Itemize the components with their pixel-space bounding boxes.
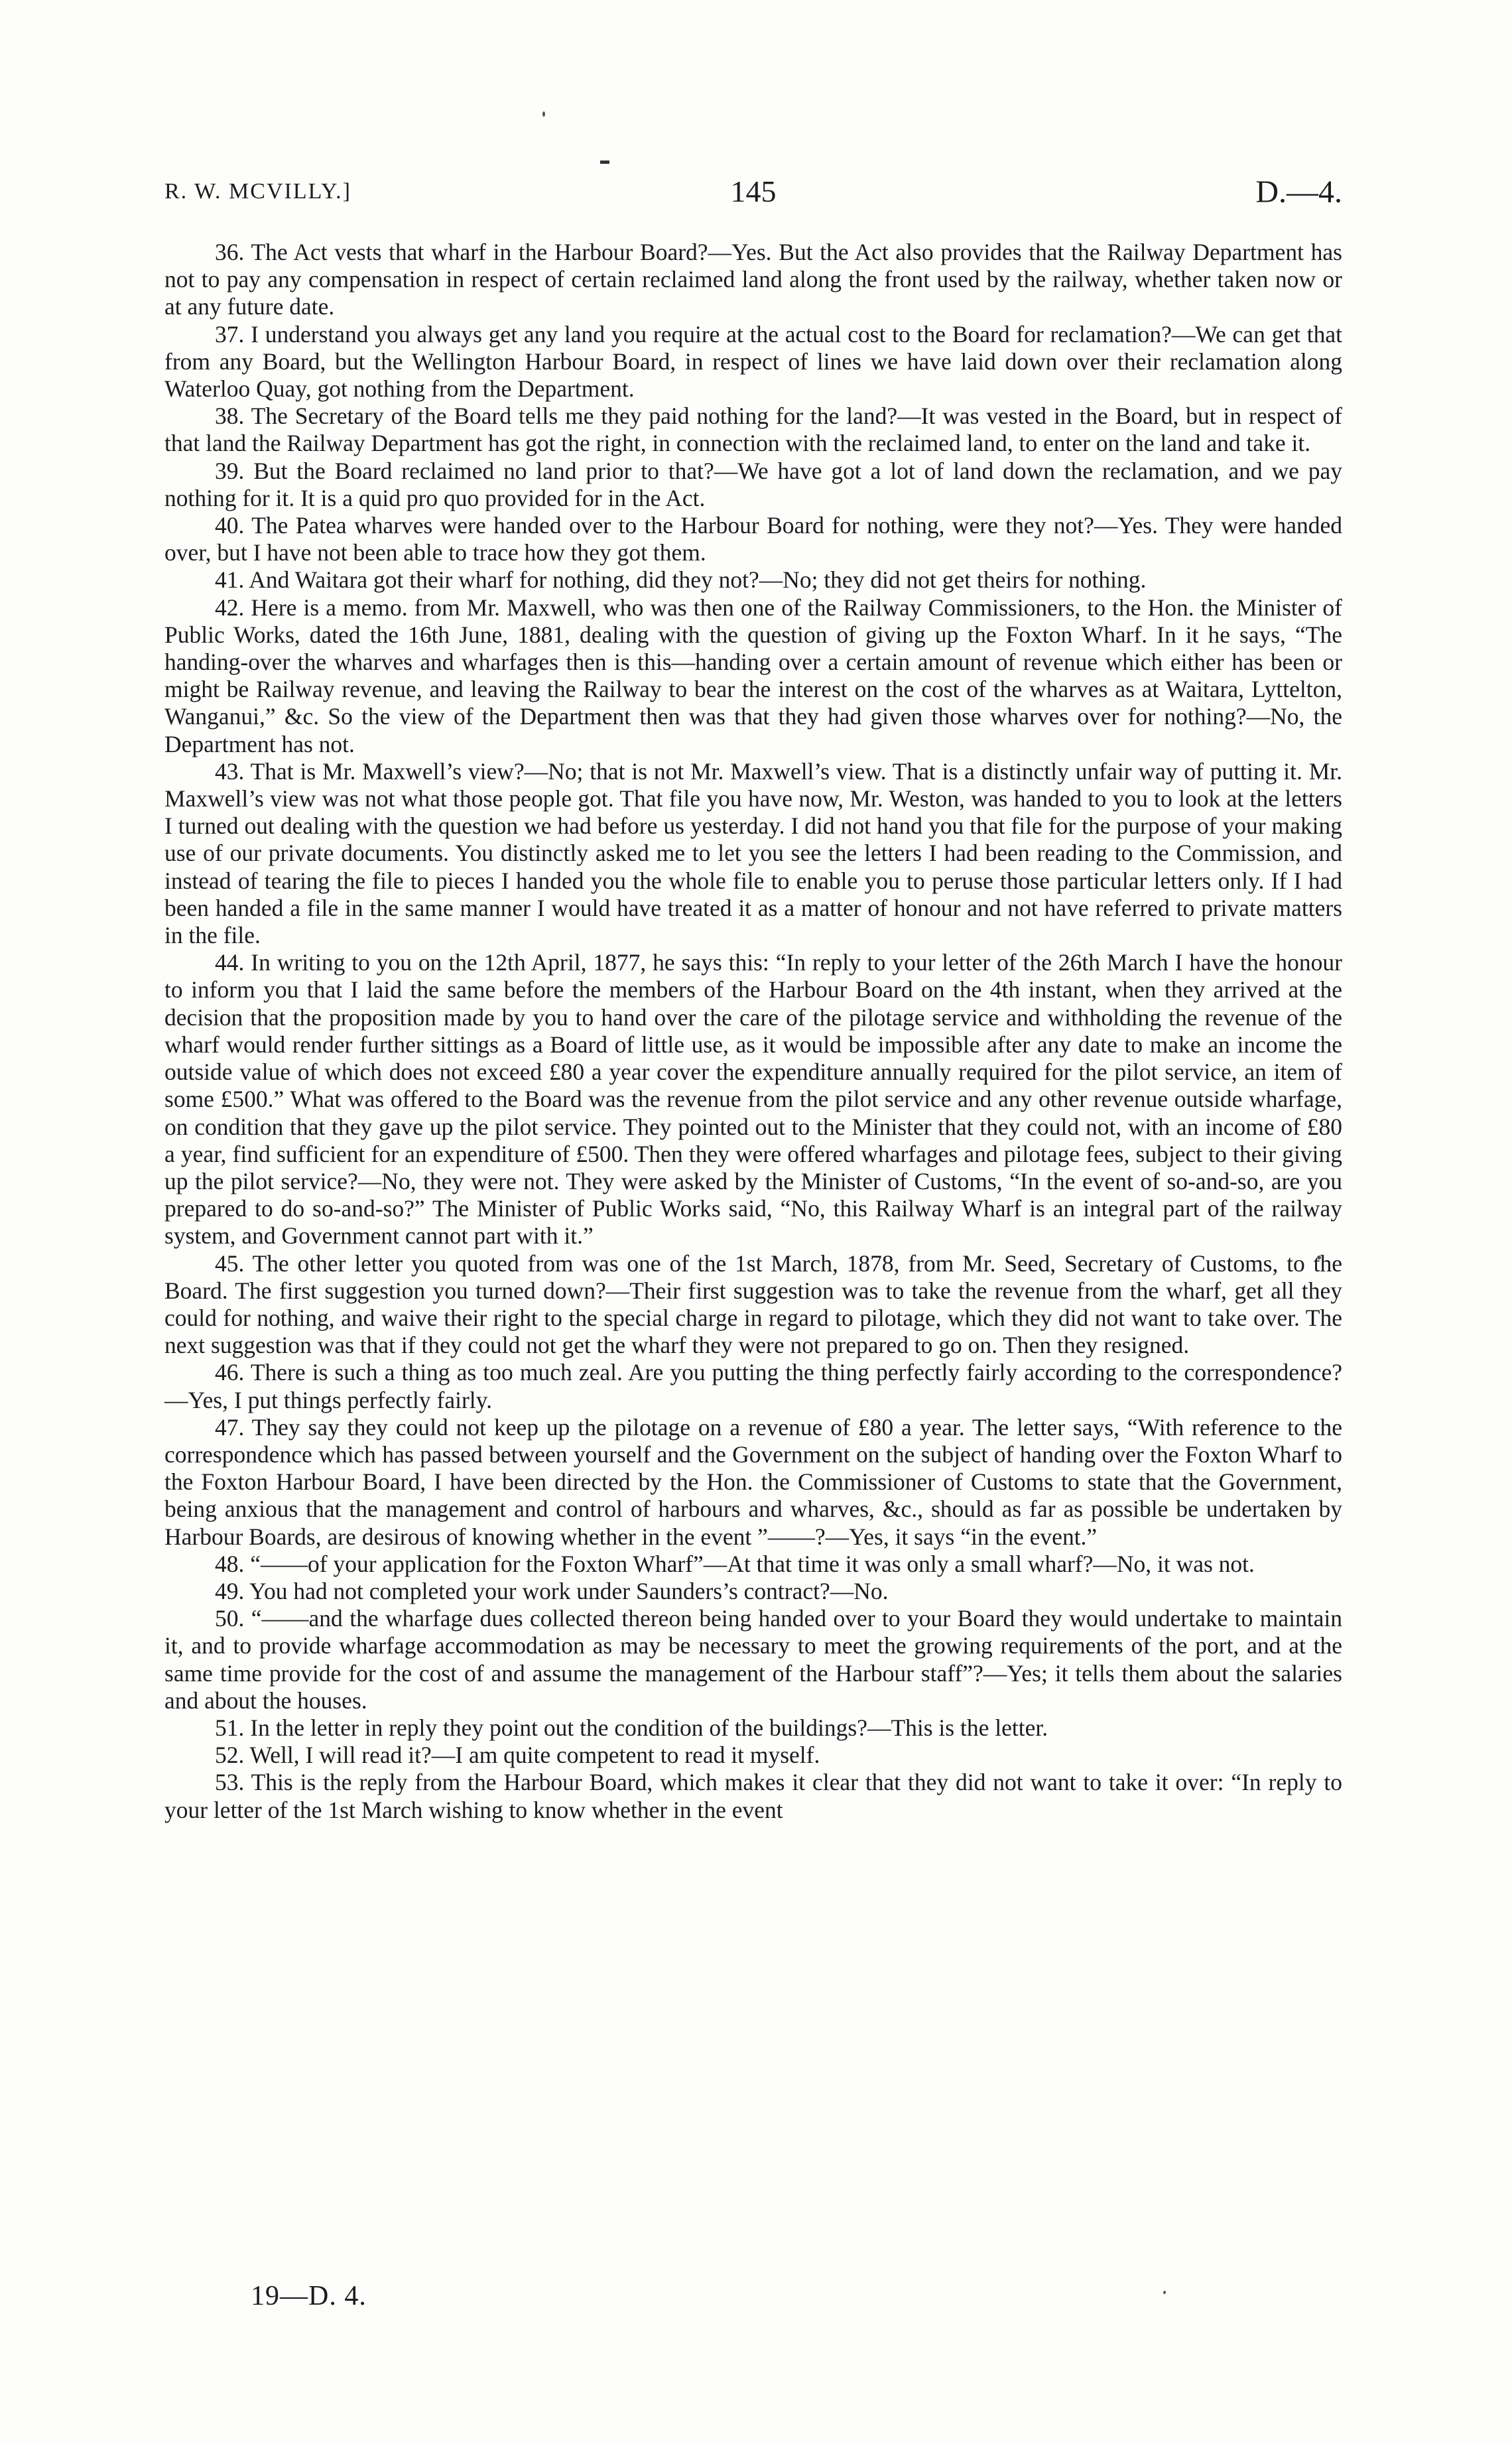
print-speck bbox=[542, 111, 545, 117]
question-39: 39. But the Board reclaimed no land prior to that?—We have got a lot of land down the reclamation, and we pay nothing for it. It is a quid pro quo provided for in the Act. bbox=[164, 457, 1342, 511]
question-49: 49. You had not completed your work under Saunders’s contract?—No. bbox=[215, 1577, 889, 1604]
question-52: 52. Well, I will read it?—I am quite competent to read it myself. bbox=[215, 1742, 820, 1769]
question-42: 42. Here is a memo. from Mr. Maxwell, who was then one of the Railway Commissioners, to the Hon. the Minister of Public Works, dated the 16th June, 1881, dealing with the question of giving up the Foxton Wharf. In it he says, “The handing-over the wharves and wharfages then is this—handing over a certain amount of revenue which either has been or might be Railway revenue, and leaving the Railway to bear the interest on the cost of the wharves as at Waitara, Lyttelton, Wanganui,” &c. So the view of the Department then was that they had given those wharves over for nothing?—No, the Department has not. bbox=[164, 594, 1342, 757]
question-51: 51. In the letter in reply they point out the condition of the buildings?—This is the letter. bbox=[215, 1714, 1048, 1741]
printer-signature: 19—D. 4. bbox=[251, 2281, 367, 2311]
print-mark bbox=[600, 161, 609, 164]
question-46: 46. There is such a thing as too much zeal. Are you putting the thing perfectly fairly according to the correspondence?—Yes, I put things perfectly fairly. bbox=[164, 1359, 1342, 1413]
question-48: 48. “——of your application for the Foxton Wharf”—At that time it was only a small wharf?—No, it was not. bbox=[215, 1550, 1255, 1577]
question-44: 44. In writing to you on the 12th April, 1877, he says this: “In reply to your letter of the 26th March I have the honour to inform you that I laid the same before the members of the Harbour Board on the 4th instant, when they arrived at the decision that the proposition made by you to hand over the care of the pilotage service and withholding the revenue of the wharf would render further sittings as a Board of little use, as it would be impossible after any date to make an income the outside value of which does not exceed £80 a year cover the expenditure annually required for the pilot service, an item of some £500.” What was offered to the Board was the revenue from the pilot service and any other revenue outside wharfage, on condition that they gave up the pilot service. They pointed out to the Minister that they could not, with an income of £80 a year, find sufficient for an expenditure of £500. Then they were offered wharfages and pilotage fees, subject to their giving up the pilot service?—No, they were not. They were asked by the Minister of Customs, “In the event of so-and-so, are you prepared to do so-and-so?” The Minister of Public Works said, “No, this Railway Wharf is an integral part of the railway system, and Government cannot part with it.” bbox=[164, 949, 1342, 1250]
document-reference: D.—4. bbox=[1255, 174, 1342, 210]
question-47: 47. They say they could not keep up the pilotage on a revenue of £80 a year. The letter says, “With reference to the correspondence which has passed between yourself and the Government on the subject of handing over the Foxton Wharf to the Foxton Harbour Board, I have been directed by the Hon. the Commissioner of Customs to state that the Government, being anxious that the management and control of harbours and wharves, &c., should as far as possible be undertaken by Harbour Boards, are desirous of knowing whether in the event ”——?—Yes, it says “in the event.” bbox=[164, 1413, 1342, 1550]
print-speck bbox=[1163, 2291, 1166, 2294]
question-53: 53. This is the reply from the Harbour Board, which makes it clear that they did not want to take it over: “In reply to your letter of the 1st March wishing to know whether in the event bbox=[164, 1769, 1342, 1823]
witness-name: R. W. MCVILLY.] bbox=[164, 179, 351, 204]
question-36: 36. The Act vests that wharf in the Harbour Board?—Yes. But the Act also provides that the Railway Department has not to pay any compensation in respect of certain reclaimed land along the front used by the railway, whether taken now or at any future date. bbox=[164, 239, 1342, 320]
question-45: 45. The other letter you quoted from was one of the 1st March, 1878, from Mr. Seed, Secretary of Customs, to the Board. The first suggestion you turned down?—Their first suggestion was to take the revenue from the wharf, get all they could for nothing, and waive their right to the special charge in regard to pilotage, which they did not want to take over. The next suggestion was that if they could not get the wharf they were not prepared to go on. Then they resigned. bbox=[164, 1250, 1342, 1359]
page-header bbox=[164, 174, 1342, 214]
question-37: 37. I understand you always get any land you require at the actual cost to the Board for reclamation?—We can get that from any Board, but the Wellington Harbour Board, in respect of lines we have laid down over their reclamation along Waterloo Quay, got nothing from the Department. bbox=[164, 320, 1342, 403]
question-43: 43. That is Mr. Maxwell’s view?—No; that is not Mr. Maxwell’s view. That is a distinctly unfair way of putting it. Mr. Maxwell’s view was not what those people got. That file you have now, Mr. Weston, was handed to you to look at the letters I turned out dealing with the question we had before us yesterday. I did not hand you that file for the purpose of your making use of our private documents. You distinctly asked me to let you see the letters I had been reading to the Commission, and instead of tearing the file to pieces I handed you the whole file to enable you to peruse those particular letters only. If I had been handed a file in the same manner I would have treated it as a matter of honour and not have referred to private matters in the file. bbox=[164, 757, 1342, 949]
question-50: 50. “——and the wharfage dues collected thereon being handed over to your Board they would undertake to maintain it, and to provide wharfage accommodation as may be necessary to meet the growing requirements of the port, and at the same time provide for the cost of and assume the management of the Harbour staff”?—Yes; it tells them about the salaries and about the houses. bbox=[164, 1605, 1342, 1714]
question-38: 38. The Secretary of the Board tells me they paid nothing for the land?—It was vested in the Board, but in respect of that land the Railway Department has got the right, in connection with the reclaimed land, to enter on the land and take it. bbox=[164, 403, 1342, 457]
question-40: 40. The Patea wharves were handed over to the Harbour Board for nothing, were they not?—Yes. They were handed over, but I have not been able to trace how they got them. bbox=[164, 512, 1342, 566]
document-body bbox=[164, 239, 1342, 1824]
page-number: 145 bbox=[730, 174, 777, 208]
question-41: 41. And Waitara got their wharf for nothing, did they not?—No; they did not get theirs for nothing. bbox=[215, 566, 1147, 594]
